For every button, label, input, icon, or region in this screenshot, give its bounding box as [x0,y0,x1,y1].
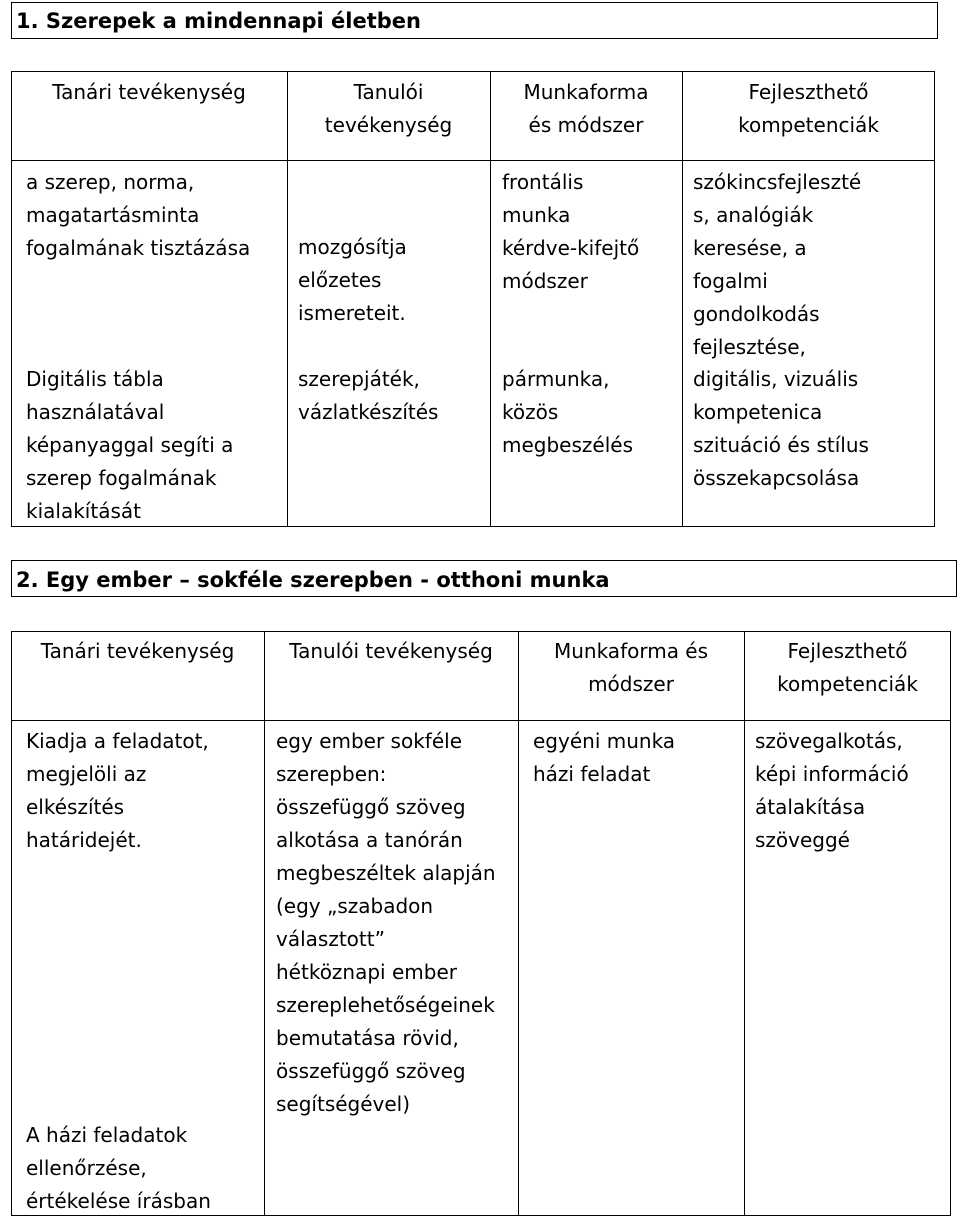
section2-row1-munkaforma: egyéni munka házi feladat [533,729,676,786]
section2-header-kompetencia: Fejleszthető kompetenciák [777,639,918,696]
section2-header-munkaforma: Munkaforma és módszer [553,639,709,696]
section2-row2-tanari: A házi feladatok ellenőrzése, értékelése írásban [26,1123,211,1213]
section1-header-tanuloi: Tanulói tevékenység [324,80,453,137]
section1-title: 1. Szerepek a mindennapi életben [16,9,421,33]
section1-row1-munkaforma: frontális munka kérdve-kifejtő módszer [502,170,640,293]
section1-row1-kompetencia: szókincsfejleszté s, analógiák keresése, a fogalmi gondolkodás fejlesztése, [693,170,862,359]
section2-col-divider-2 [518,631,519,1216]
section1-row2-tanari: Digitális tábla használatával képanyaggal segíti a szerep fogalmának kialakítását [26,367,234,523]
section2-row1-tanari: Kiadja a feladatot, megjelöli az elkészítés határidejét. [26,729,209,852]
section2-header-tanari: Tanári tevékenység [40,639,235,663]
section1-header-tanari: Tanári tevékenység [52,80,246,104]
section2-col-divider-1 [264,631,265,1216]
section1-header-munkaforma: Munkaforma és módszer [523,80,649,137]
section1-row2-kompetencia: digitális, vizuális kompetenica szituáció és stílus összekapcsolása [693,367,869,490]
section2-header-divider [11,720,951,721]
section1-row1-tanari: a szerep, norma, magatartásminta fogalmának tisztázása [26,170,251,260]
section1-row2-munkaforma: pármunka, közös megbeszélés [502,367,633,457]
section2-row1-tanuloi: egy ember sokféle szerepben: összefüggő szöveg alkotása a tanórán megbeszéltek alapján (egy „szabadon választott” hétköznapi ember szereplehetőségeinek bemutatása rövid, összefüggő szöveg segítségével) [276,729,496,1116]
section2-row1-kompetencia: szövegalkotás, képi információ átalakítása szöveggé [755,729,909,852]
section1-header-divider [11,160,935,161]
section2-header-tanuloi: Tanulói tevékenység [289,639,493,663]
section2-col-divider-3 [744,631,745,1216]
section1-header-kompetencia: Fejleszthető kompetenciák [738,80,879,137]
section1-row2-tanuloi: szerepjáték, vázlatkészítés [298,367,439,424]
section1-row1-tanuloi: mozgósítja előzetes ismereteit. [298,235,407,325]
section2-title: 2. Egy ember – sokféle szerepben - otthoni munka [16,568,610,592]
